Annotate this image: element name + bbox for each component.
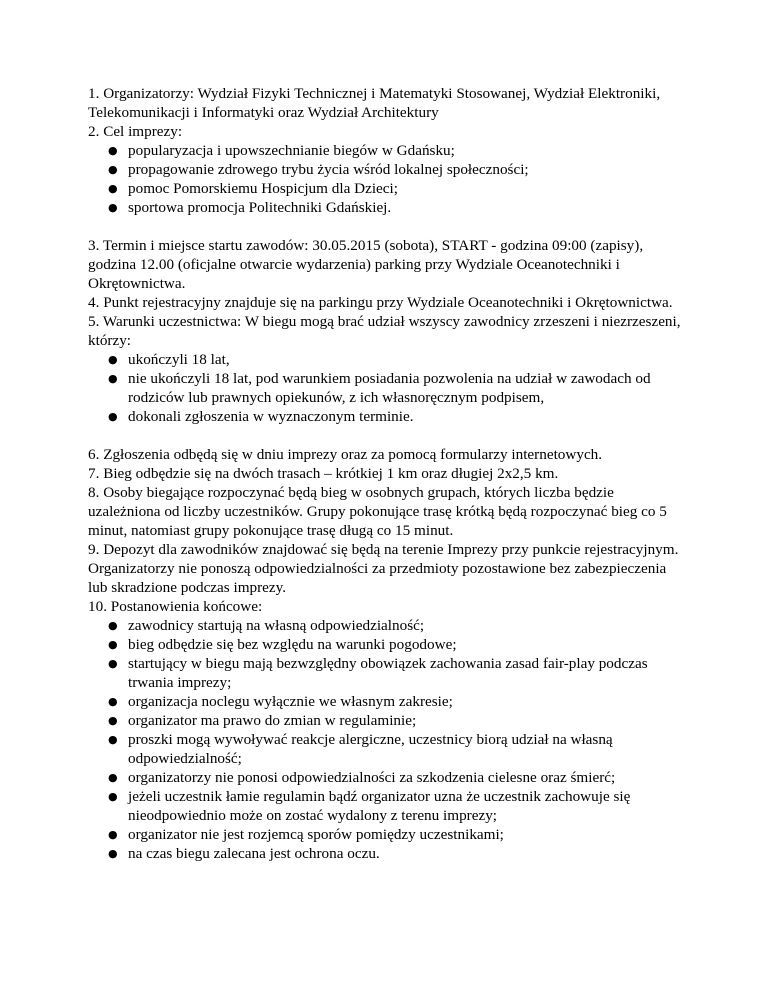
regulations-text — [88, 84, 688, 863]
list-item-text: bieg odbędzie się bez względu na warunki pogodowe; — [128, 636, 457, 653]
paragraph-spacer — [88, 426, 688, 445]
list-item-text: ukończyli 18 lat, — [128, 351, 230, 368]
list-item-text: dokonali zgłoszenia w wyznaczonym terminie. — [128, 408, 414, 425]
list-item — [88, 198, 688, 217]
list-item-text: organizator nie jest rozjemcą sporów pomiędzy uczestnikami; — [128, 826, 504, 843]
bullet-icon: ● — [108, 714, 118, 727]
bullet-icon: ● — [108, 790, 118, 803]
bullet-icon: ● — [108, 638, 118, 651]
list-item-text: nie ukończyli 18 lat, pod warunkiem posiadania pozwolenia na udział w zawodach od rodziców lub prawnych opiekunów, z ich własnoręcznym podpisem, — [128, 370, 651, 406]
list-item-text: startujący w biegu mają bezwzględny obowiązek zachowania zasad fair-play podczas trwania imprezy; — [128, 655, 648, 691]
list-item-text: zawodnicy startują na własną odpowiedzialność; — [128, 617, 425, 634]
list-item — [88, 692, 688, 711]
list-item — [88, 787, 688, 825]
list-item — [88, 654, 688, 692]
bullet-icon: ● — [108, 353, 118, 366]
final-provisions-list — [88, 616, 688, 863]
list-item — [88, 711, 688, 730]
item-10-final-provisions-heading: 10. Postanowienia końcowe: — [88, 598, 263, 615]
bullet-icon: ● — [108, 163, 118, 176]
bullet-icon: ● — [108, 828, 118, 841]
list-item — [88, 844, 688, 863]
list-item-text: organizator ma prawo do zmian w regulaminie; — [128, 712, 417, 729]
bullet-icon: ● — [108, 695, 118, 708]
item-4-registration-point: 4. Punkt rejestracyjny znajduje się na parkingu przy Wydziale Oceanotechniki i Okrętownictwa. — [88, 294, 673, 311]
bullet-icon: ● — [108, 619, 118, 632]
list-item-text: proszki mogą wywoływać reakcje alergiczne, uczestnicy biorą udział na własną odpowiedzialność; — [128, 731, 613, 767]
list-item — [88, 730, 688, 768]
list-item-text: popularyzacja i upowszechnianie biegów w Gdańsku; — [128, 142, 455, 159]
list-item — [88, 160, 688, 179]
list-item-text: na czas biegu zalecana jest ochrona oczu. — [128, 845, 380, 862]
conditions-list — [88, 350, 688, 426]
list-item — [88, 369, 688, 407]
list-item — [88, 616, 688, 635]
item-9-deposit: 9. Depozyt dla zawodników znajdować się będą na terenie Imprezy przy punkcie rejestracyjnym. Organizatorzy nie ponoszą odpowiedzialności za przedmioty pozostawione bez zabezpieczenia lub skradzione podczas imprezy. — [88, 541, 679, 596]
item-8-groups: 8. Osoby biegające rozpoczynać będą bieg w osobnych grupach, których liczba będzie uzależniona od liczby uczestników. Grupy pokonujące trasę krótką będą rozpoczynać bieg co 5 minut, natomiast grupy pokonujące trasę długą co 15 minut. — [88, 484, 667, 539]
list-item — [88, 179, 688, 198]
bullet-icon: ● — [108, 410, 118, 423]
bullet-icon: ● — [108, 847, 118, 860]
bullet-icon: ● — [108, 771, 118, 784]
list-item-text: sportowa promocja Politechniki Gdańskiej. — [128, 199, 392, 216]
list-item — [88, 825, 688, 844]
bullet-icon: ● — [108, 733, 118, 746]
list-item — [88, 768, 688, 787]
bullet-icon: ● — [108, 182, 118, 195]
list-item — [88, 635, 688, 654]
list-item-text: organizatorzy nie ponosi odpowiedzialności za szkodzenia cielesne oraz śmierć; — [128, 769, 616, 786]
list-item-text: jeżeli uczestnik łamie regulamin bądź organizator uzna że uczestnik zachowuje się nieodpowiednio może on zostać wydalony z terenu imprezy; — [128, 788, 631, 824]
goal-list — [88, 141, 688, 217]
item-3-date-place: 3. Termin i miejsce startu zawodów: 30.05.2015 (sobota), START - godzina 09:00 (zapisy), godzina 12.00 (oficjalne otwarcie wydarzenia) parking przy Wydziale Oceanotechniki i Okrętownictwa. — [88, 237, 644, 292]
paragraph-spacer — [88, 217, 688, 236]
list-item-text: pomoc Pomorskiemu Hospicjum dla Dzieci; — [128, 180, 398, 197]
item-7-routes: 7. Bieg odbędzie się na dwóch trasach – krótkiej 1 km oraz długiej 2x2,5 km. — [88, 465, 559, 482]
list-item — [88, 350, 688, 369]
item-2-goal-heading: 2. Cel imprezy: — [88, 123, 183, 140]
list-item-text: propagowanie zdrowego trybu życia wśród lokalnej społeczności; — [128, 161, 529, 178]
list-item — [88, 407, 688, 426]
list-item-text: organizacja noclegu wyłącznie we własnym zakresie; — [128, 693, 453, 710]
bullet-icon: ● — [108, 372, 118, 385]
bullet-icon: ● — [108, 144, 118, 157]
bullet-icon: ● — [108, 201, 118, 214]
item-5-participation-conditions: 5. Warunki uczestnictwa: W biegu mogą brać udział wszyscy zawodnicy zrzeszeni i niezrzeszeni, którzy: — [88, 313, 681, 349]
list-item — [88, 141, 688, 160]
item-6-applications: 6. Zgłoszenia odbędą się w dniu imprezy oraz za pomocą formularzy internetowych. — [88, 446, 603, 463]
bullet-icon: ● — [108, 657, 118, 670]
item-1-organizers: 1. Organizatorzy: Wydział Fizyki Technicznej i Matematyki Stosowanej, Wydział Elektroniki, Telekomunikacji i Informatyki oraz Wydział Architektury — [88, 85, 661, 121]
